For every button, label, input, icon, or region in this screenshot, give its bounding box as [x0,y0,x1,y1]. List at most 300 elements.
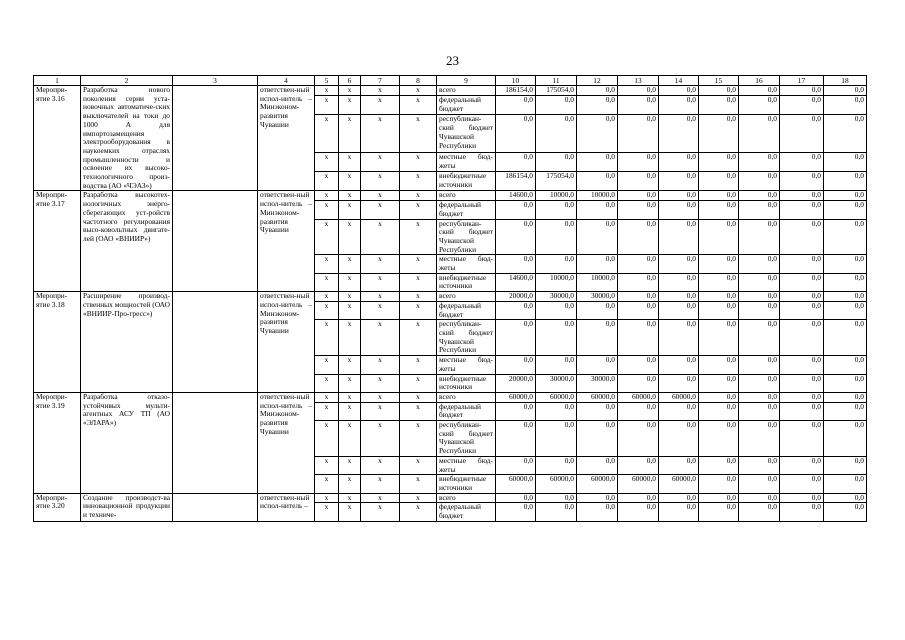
amount-cell: 14600,0 [496,191,536,201]
amount-cell: 0,0 [824,421,867,457]
code-cell: x [400,421,437,457]
funding-source: местные бюд-жеты [437,356,496,374]
amount-cell: 0,0 [780,503,824,521]
column-number-cell: 2 [81,76,173,86]
amount-cell: 0,0 [780,86,824,96]
amount-cell: 0,0 [618,273,659,291]
amount-cell: 0,0 [824,503,867,521]
code-cell: x [400,86,437,96]
amount-cell: 0,0 [739,374,780,392]
amount-cell: 0,0 [824,219,867,255]
amount-cell: 0,0 [618,201,659,219]
amount-cell: 0,0 [780,255,824,273]
amount-cell: 0,0 [739,273,780,291]
code-cell: x [361,503,400,521]
code-cell: x [315,301,339,319]
amount-cell: 0,0 [780,96,824,115]
funding-source: республикан-ский бюджет Чувашской Республики [437,219,496,255]
amount-cell: 0,0 [536,456,577,474]
amount-cell: 0,0 [824,115,867,152]
code-cell: x [400,152,437,171]
amount-cell: 0,0 [496,421,536,457]
column-number-cell: 4 [258,76,315,86]
amount-cell: 0,0 [577,255,618,273]
amount-cell: 0,0 [699,456,739,474]
amount-cell: 0,0 [536,301,577,319]
amount-cell: 0,0 [780,292,824,302]
amount-cell: 0,0 [739,96,780,115]
amount-cell: 0,0 [659,96,699,115]
amount-cell: 0,0 [824,475,867,493]
column-number-cell: 9 [437,76,496,86]
amount-cell: 0,0 [577,493,618,503]
code-cell: x [400,402,437,420]
amount-cell: 0,0 [618,320,659,356]
code-cell: x [400,191,437,201]
code-cell: x [361,456,400,474]
measure-label: Меропри-ятие 3.20 [34,493,81,521]
amount-cell: 0,0 [577,86,618,96]
amount-cell: 0,0 [824,493,867,503]
amount-cell: 0,0 [780,219,824,255]
amount-cell: 0,0 [824,255,867,273]
code-cell: x [400,392,437,402]
amount-cell: 0,0 [659,301,699,319]
code-cell: x [400,219,437,255]
code-cell: x [315,402,339,420]
amount-cell: 0,0 [496,356,536,374]
amount-cell: 0,0 [780,475,824,493]
amount-cell: 0,0 [739,402,780,420]
amount-cell: 60000,0 [536,392,577,402]
amount-cell: 60000,0 [536,475,577,493]
amount-cell: 0,0 [699,86,739,96]
column-number-cell: 3 [173,76,258,86]
code-cell: x [400,356,437,374]
amount-cell: 0,0 [618,96,659,115]
code-cell: x [339,255,361,273]
code-cell: x [361,320,400,356]
funding-source: федеральный бюджет [437,96,496,115]
amount-cell: 0,0 [618,152,659,171]
amount-cell: 0,0 [780,115,824,152]
funding-source: всего [437,292,496,302]
amount-cell: 0,0 [577,115,618,152]
amount-cell: 0,0 [739,201,780,219]
amount-cell: 0,0 [739,219,780,255]
column-number-cell: 5 [315,76,339,86]
amount-cell: 0,0 [659,191,699,201]
amount-cell: 0,0 [659,152,699,171]
column-number-cell: 16 [739,76,780,86]
code-cell: x [315,115,339,152]
responsible-executor: ответствен-ный испол-нитель – Минэконом-развития Чувашии [258,392,315,493]
amount-cell: 0,0 [659,292,699,302]
amount-cell: 20000,0 [496,374,536,392]
empty-cell [173,493,258,521]
amount-cell: 0,0 [618,219,659,255]
code-cell: x [339,475,361,493]
code-cell: x [361,475,400,493]
code-cell: x [361,172,400,191]
funding-source: республикан-ский бюджет Чувашской Республики [437,421,496,457]
code-cell: x [339,392,361,402]
funding-source: внебюджетные источники [437,475,496,493]
code-cell: x [361,201,400,219]
amount-cell: 0,0 [699,255,739,273]
amount-cell: 0,0 [780,402,824,420]
amount-cell: 0,0 [699,421,739,457]
amount-cell: 0,0 [739,115,780,152]
measure-description: Расширение производ-ственных мощностей (ОАО «ВНИИР-Про-гресс») [81,292,173,393]
amount-cell: 0,0 [577,320,618,356]
code-cell: x [339,201,361,219]
amount-cell: 0,0 [699,115,739,152]
code-cell: x [400,201,437,219]
amount-cell: 0,0 [699,503,739,521]
amount-cell: 0,0 [780,152,824,171]
amount-cell: 0,0 [496,219,536,255]
amount-cell: 0,0 [824,374,867,392]
amount-cell: 0,0 [496,320,536,356]
amount-cell: 0,0 [699,201,739,219]
amount-cell: 0,0 [618,456,659,474]
code-cell: x [361,152,400,171]
amount-cell: 0,0 [699,475,739,493]
amount-cell: 0,0 [618,172,659,191]
code-cell: x [339,273,361,291]
amount-cell: 0,0 [739,292,780,302]
column-number-cell: 13 [618,76,659,86]
code-cell: x [315,374,339,392]
code-cell: x [400,320,437,356]
funding-source: всего [437,392,496,402]
funding-source: республикан-ский бюджет Чувашской Республики [437,115,496,152]
code-cell: x [361,301,400,319]
amount-cell: 0,0 [780,301,824,319]
funding-source: местные бюд-жеты [437,255,496,273]
amount-cell: 0,0 [824,273,867,291]
code-cell: x [339,356,361,374]
amount-cell: 0,0 [577,172,618,191]
code-cell: x [315,219,339,255]
code-cell: x [361,421,400,457]
code-cell: x [400,115,437,152]
amount-cell: 30000,0 [577,292,618,302]
amount-cell: 0,0 [780,356,824,374]
amount-cell: 60000,0 [496,475,536,493]
amount-cell: 0,0 [659,201,699,219]
amount-cell: 0,0 [780,201,824,219]
amount-cell: 0,0 [536,201,577,219]
amount-cell: 0,0 [659,402,699,420]
code-cell: x [361,392,400,402]
amount-cell: 0,0 [618,493,659,503]
code-cell: x [361,219,400,255]
amount-cell: 0,0 [577,456,618,474]
code-cell: x [400,475,437,493]
column-number-cell: 12 [577,76,618,86]
amount-cell: 0,0 [824,402,867,420]
amount-cell: 0,0 [824,201,867,219]
amount-cell: 0,0 [536,402,577,420]
amount-cell: 0,0 [618,115,659,152]
column-number-row [34,76,867,86]
amount-cell: 30000,0 [536,374,577,392]
funding-source: местные бюд-жеты [437,456,496,474]
code-cell: x [361,191,400,201]
amount-cell: 0,0 [780,374,824,392]
amount-cell: 60000,0 [618,392,659,402]
amount-cell: 0,0 [739,421,780,457]
amount-cell: 0,0 [824,152,867,171]
amount-cell: 60000,0 [496,392,536,402]
code-cell: x [339,456,361,474]
code-cell: x [339,191,361,201]
amount-cell: 0,0 [699,96,739,115]
column-number-cell: 18 [824,76,867,86]
page-number: 23 [446,53,459,68]
amount-cell: 0,0 [739,86,780,96]
code-cell: x [315,356,339,374]
code-cell: x [400,456,437,474]
code-cell: x [339,219,361,255]
amount-cell: 0,0 [780,493,824,503]
amount-cell: 0,0 [659,115,699,152]
amount-cell: 0,0 [659,356,699,374]
funding-source: внебюджетные источники [437,273,496,291]
code-cell: x [315,456,339,474]
funding-source: федеральный бюджет [437,201,496,219]
amount-cell: 0,0 [536,96,577,115]
code-cell: x [339,503,361,521]
funding-source: республикан-ский бюджет Чувашской Республики [437,320,496,356]
measure-description: Разработка нового поколения серии уста-новочных автоматиче-ских выключателей на токи до 1000 А для импортозамещения электрооборудования в наукоемких отраслях промышленности и освоение их высоко-технологичного произ-водства (АО «ЧЭАЗ») [81,86,173,191]
amount-cell: 0,0 [659,374,699,392]
responsible-executor: ответствен-ный испол-нитель – Минэконом-развития Чувашии [258,292,315,393]
amount-cell: 0,0 [824,301,867,319]
amount-cell: 0,0 [618,301,659,319]
code-cell: x [400,255,437,273]
code-cell: x [315,273,339,291]
code-cell: x [315,292,339,302]
column-number-cell: 17 [780,76,824,86]
amount-cell: 0,0 [496,402,536,420]
amount-cell: 0,0 [496,96,536,115]
amount-cell: 0,0 [780,191,824,201]
amount-cell: 0,0 [659,255,699,273]
empty-cell [173,392,258,493]
code-cell: x [339,493,361,503]
code-cell: x [361,402,400,420]
funding-row [34,493,867,503]
amount-cell: 0,0 [536,503,577,521]
code-cell: x [339,421,361,457]
amount-cell: 0,0 [577,503,618,521]
code-cell: x [339,86,361,96]
amount-cell: 0,0 [824,292,867,302]
code-cell: x [315,320,339,356]
amount-cell: 186154,0 [496,86,536,96]
amount-cell: 0,0 [780,421,824,457]
amount-cell: 30000,0 [577,374,618,392]
amount-cell: 0,0 [496,503,536,521]
responsible-executor: ответствен-ный испол-нитель – Минэконом-развития Чувашии [258,86,315,191]
amount-cell: 0,0 [659,421,699,457]
amount-cell: 0,0 [536,320,577,356]
amount-cell: 0,0 [536,152,577,171]
amount-cell: 0,0 [824,356,867,374]
funding-source: федеральный бюджет [437,402,496,420]
code-cell: x [339,292,361,302]
amount-cell: 60000,0 [577,392,618,402]
amount-cell: 0,0 [699,392,739,402]
measure-label: Меропри-ятие 3.16 [34,86,81,191]
measure-description: Разработка высокотех-нологичных энерго-сберегающих уст-ройств частотного регулирования высо-ковольтных двигате-лей (ОАО «ВНИИР») [81,191,173,292]
amount-cell: 20000,0 [496,292,536,302]
funding-source: всего [437,86,496,96]
amount-cell: 0,0 [618,503,659,521]
code-cell: x [339,301,361,319]
code-cell: x [315,152,339,171]
code-cell: x [361,96,400,115]
responsible-executor: ответствен-ный испол-нитель – Минэконом-развития Чувашии [258,191,315,292]
code-cell: x [339,402,361,420]
column-number-cell: 14 [659,76,699,86]
code-cell: x [400,96,437,115]
amount-cell: 0,0 [739,356,780,374]
amount-cell: 0,0 [659,493,699,503]
code-cell: x [315,421,339,457]
amount-cell: 0,0 [659,86,699,96]
code-cell: x [361,115,400,152]
funding-source: внебюджетные источники [437,374,496,392]
code-cell: x [400,301,437,319]
amount-cell: 0,0 [618,255,659,273]
funding-source: всего [437,493,496,503]
amount-cell: 10000,0 [577,273,618,291]
amount-cell: 0,0 [536,356,577,374]
code-cell: x [400,172,437,191]
amount-cell: 0,0 [577,219,618,255]
amount-cell: 30000,0 [536,292,577,302]
amount-cell: 0,0 [739,255,780,273]
amount-cell: 0,0 [577,96,618,115]
amount-cell: 0,0 [496,115,536,152]
amount-cell: 0,0 [577,356,618,374]
amount-cell: 0,0 [824,172,867,191]
amount-cell: 0,0 [739,301,780,319]
measure-label: Меропри-ятие 3.18 [34,292,81,393]
amount-cell: 0,0 [780,320,824,356]
amount-cell: 0,0 [618,292,659,302]
amount-cell: 0,0 [824,96,867,115]
amount-cell: 60000,0 [659,475,699,493]
funding-row [34,292,867,302]
amount-cell: 60000,0 [618,475,659,493]
funding-row [34,392,867,402]
amount-cell: 0,0 [739,392,780,402]
amount-cell: 186154,0 [496,172,536,191]
funding-row [34,86,867,96]
amount-cell: 10000,0 [536,191,577,201]
code-cell: x [361,292,400,302]
amount-cell: 0,0 [739,320,780,356]
amount-cell: 0,0 [739,152,780,171]
code-cell: x [361,374,400,392]
code-cell: x [339,152,361,171]
amount-cell: 175054,0 [536,172,577,191]
empty-cell [173,86,258,191]
amount-cell: 0,0 [496,493,536,503]
code-cell: x [361,86,400,96]
amount-cell: 0,0 [577,421,618,457]
code-cell: x [361,273,400,291]
code-cell: x [315,255,339,273]
funding-source: внебюджетные источники [437,172,496,191]
amount-cell: 0,0 [618,356,659,374]
amount-cell: 0,0 [699,292,739,302]
amount-cell: 0,0 [618,402,659,420]
code-cell: x [315,96,339,115]
measure-label: Меропри-ятие 3.17 [34,191,81,292]
amount-cell: 0,0 [824,320,867,356]
code-cell: x [315,493,339,503]
amount-cell: 0,0 [699,191,739,201]
empty-cell [173,292,258,393]
code-cell: x [315,503,339,521]
amount-cell: 0,0 [659,320,699,356]
amount-cell: 0,0 [659,219,699,255]
code-cell: x [400,292,437,302]
amount-cell: 0,0 [699,152,739,171]
amount-cell: 0,0 [699,219,739,255]
amount-cell: 60000,0 [659,392,699,402]
amount-cell: 0,0 [577,301,618,319]
amount-cell: 0,0 [536,421,577,457]
funding-source: федеральный бюджет [437,301,496,319]
amount-cell: 0,0 [536,115,577,152]
responsible-executor: ответствен-ный испол-нитель – [258,493,315,521]
amount-cell: 0,0 [824,191,867,201]
amount-cell: 0,0 [699,402,739,420]
amount-cell: 10000,0 [577,191,618,201]
amount-cell: 175054,0 [536,86,577,96]
program-measures-table [33,75,867,522]
amount-cell: 0,0 [496,255,536,273]
code-cell: x [400,503,437,521]
amount-cell: 0,0 [659,503,699,521]
amount-cell: 0,0 [699,356,739,374]
amount-cell: 0,0 [577,201,618,219]
code-cell: x [361,493,400,503]
funding-source: всего [437,191,496,201]
amount-cell: 0,0 [496,456,536,474]
column-number-cell: 10 [496,76,536,86]
amount-cell: 0,0 [536,493,577,503]
amount-cell: 0,0 [577,402,618,420]
code-cell: x [315,475,339,493]
code-cell: x [361,356,400,374]
amount-cell: 60000,0 [577,475,618,493]
amount-cell: 0,0 [618,86,659,96]
amount-cell: 0,0 [536,255,577,273]
code-cell: x [339,115,361,152]
amount-cell: 0,0 [618,421,659,457]
amount-cell: 0,0 [780,456,824,474]
amount-cell: 0,0 [824,86,867,96]
amount-cell: 0,0 [739,503,780,521]
